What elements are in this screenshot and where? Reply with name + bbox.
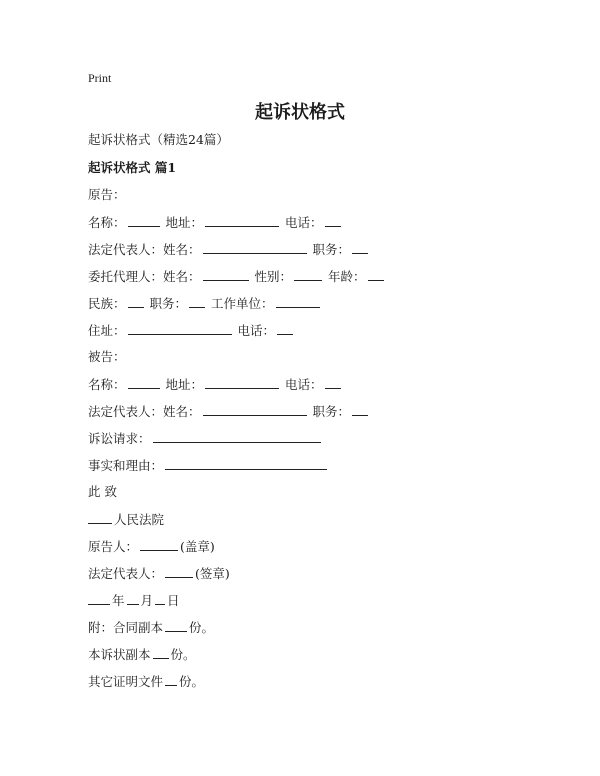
- court-row: [88, 511, 164, 528]
- sign-plaintiff-row: [88, 538, 215, 555]
- facts-blank: [165, 457, 327, 470]
- residence-phone-label: 电话：: [237, 323, 276, 338]
- other-unit: 份。: [179, 674, 205, 689]
- residence-label: 住址：: [88, 323, 126, 338]
- doc-subtitle: 起诉状格式（精选24篇）: [88, 132, 229, 147]
- sign-plaintiff-blank: [140, 538, 178, 551]
- copy-label: 本诉状副本: [88, 647, 151, 662]
- copy-row: [88, 646, 196, 663]
- page-title: [0, 98, 600, 124]
- ethnic-workplace-blank: [276, 295, 320, 308]
- agent-gender-blank: [294, 268, 322, 281]
- agent-name-blank: [203, 268, 249, 281]
- plaintiff-heading: 原告：: [88, 187, 126, 202]
- plaintiff-rep-position-label: 职务：: [312, 242, 351, 257]
- claims-label: 诉讼请求：: [88, 431, 151, 446]
- defendant-phone-blank: [325, 376, 341, 389]
- attach-unit: 份。: [189, 620, 215, 635]
- defendant-rep-position-label: 职务：: [312, 404, 351, 419]
- plaintiff-phone-label: 电话：: [285, 215, 323, 230]
- court-label: 人民法院: [114, 512, 165, 527]
- copy-blank: [153, 646, 169, 659]
- sign-rep-label: 法定代表人：: [88, 566, 164, 581]
- residence-blank: [128, 322, 232, 335]
- defendant-name-label: 名称：: [88, 377, 126, 392]
- ethnic-blank: [128, 295, 144, 308]
- plaintiff-address-label: 地址：: [165, 215, 204, 230]
- ethnic-row: [88, 295, 322, 312]
- agent-label: 委托代理人：姓名：: [88, 269, 201, 284]
- plaintiff-name-label: 名称：: [88, 215, 126, 230]
- date-year: 年: [112, 593, 125, 608]
- plaintiff-rep-name-blank: [203, 241, 307, 254]
- agent-age-label: 年龄：: [328, 269, 366, 284]
- residence-row: [88, 322, 295, 339]
- date-year-blank: [88, 592, 110, 605]
- claims-blank: [153, 430, 321, 443]
- facts-label: 事实和理由：: [88, 458, 164, 473]
- court-blank: [88, 511, 112, 524]
- sign-plaintiff-label: 原告人：: [88, 539, 139, 554]
- date-month: 月: [140, 593, 154, 608]
- date-day-blank: [155, 592, 165, 605]
- defendant-address-blank: [205, 376, 279, 389]
- other-label: 其它证明文件: [88, 674, 164, 689]
- print-link[interactable]: Print: [88, 71, 112, 85]
- attach-blank: [165, 619, 187, 632]
- agent-age-blank: [368, 268, 384, 281]
- defendant-rep-position-blank: [352, 403, 368, 416]
- attach-label: 附：合同副本: [88, 620, 164, 635]
- date-month-blank: [127, 592, 139, 605]
- sign-rep-row: [88, 565, 230, 582]
- residence-phone-blank: [277, 322, 293, 335]
- defendant-rep-name-blank: [203, 403, 307, 416]
- date-day: 日: [167, 593, 180, 608]
- attach-row: [88, 619, 214, 636]
- signature-label: (签章): [195, 566, 230, 581]
- to-line: 此 致: [88, 484, 117, 499]
- defendant-phone-label: 电话：: [285, 377, 323, 392]
- ethnic-label: 民族：: [88, 296, 126, 311]
- plaintiff-name-row: [88, 214, 343, 231]
- defendant-rep-label: 法定代表人：姓名：: [88, 404, 201, 419]
- sign-rep-blank: [165, 565, 193, 578]
- ethnic-position-label: 职务：: [149, 296, 188, 311]
- plaintiff-rep-position-blank: [352, 241, 368, 254]
- defendant-name-row: [88, 376, 343, 393]
- plaintiff-address-blank: [205, 214, 279, 227]
- plaintiff-phone-blank: [325, 214, 341, 227]
- seal-label: (盖章): [180, 539, 215, 554]
- ethnic-workplace-label: 工作单位：: [211, 296, 274, 311]
- defendant-rep-row: [88, 403, 370, 420]
- plaintiff-name-blank: [128, 214, 160, 227]
- agent-gender-label: 性别：: [254, 269, 293, 284]
- plaintiff-rep-row: [88, 241, 370, 258]
- other-row: [88, 673, 204, 690]
- claims-row: [88, 430, 323, 447]
- agent-row: [88, 268, 386, 285]
- plaintiff-rep-label: 法定代表人：姓名：: [88, 242, 201, 257]
- section-heading: 起诉状格式 篇1: [88, 160, 177, 175]
- ethnic-position-blank: [189, 295, 205, 308]
- copy-unit: 份。: [170, 647, 196, 662]
- date-row: [88, 592, 180, 609]
- defendant-name-blank: [128, 376, 160, 389]
- defendant-address-label: 地址：: [165, 377, 204, 392]
- defendant-heading: 被告：: [88, 349, 126, 364]
- page-title-text: 起诉状格式: [255, 102, 345, 123]
- other-blank: [165, 673, 177, 686]
- facts-row: [88, 457, 329, 474]
